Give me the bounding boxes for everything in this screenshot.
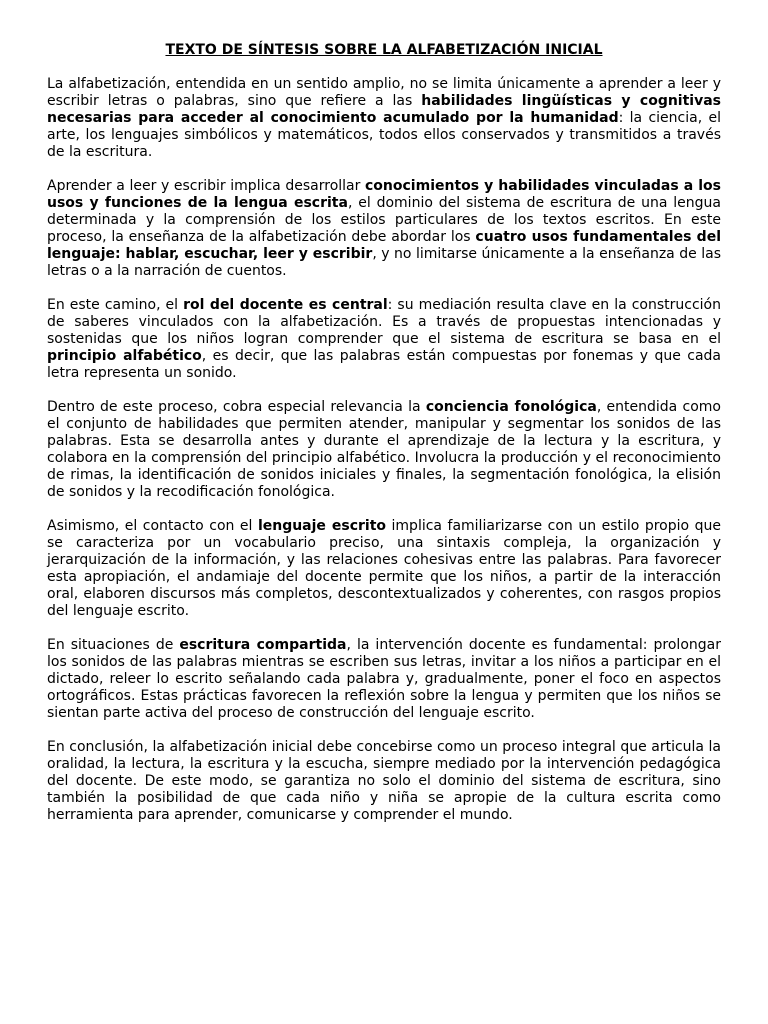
text-segment: , es decir, que las palabras están compuestas por fonemas y que cada letra representa un sonido.: [47, 348, 721, 381]
bold-text: habilidades lingüísticas y cognitivas necesarias para acceder al conocimiento acumulado por la humanidad: [47, 93, 722, 126]
paragraph: [47, 178, 721, 280]
text-segment: implica familiarizarse con un estilo propio que se caracteriza por un vocabulario preciso, una sintaxis compleja, la organización y jerarquización de la información, y las relaciones cohesivas entre las palabras. Para favorecer esta apropiación, el andamiaje del docente permite que los niños, a partir de la interacción oral, elaboren discursos más completos, descontextualizados y coherentes, con rasgos propios del lenguaje escrito.: [47, 518, 721, 619]
text-segment: En este camino, el: [47, 297, 184, 313]
text-segment: Aprender a leer y escribir implica desarrollar: [47, 178, 365, 194]
bold-text: conocimientos y habilidades vinculadas a los usos y funciones de la lengua escrita: [47, 178, 721, 211]
text-segment: Asimismo, el contacto con el: [47, 518, 258, 534]
paragraph: [47, 637, 721, 722]
bold-text: rol del docente es central: [183, 297, 388, 313]
text-segment: Dentro de este proceso, cobra especial relevancia la: [47, 399, 426, 415]
document-title: TEXTO DE SÍNTESIS SOBRE LA ALFABETIZACIÓN INICIAL: [165, 42, 603, 58]
text-segment: , el dominio del sistema de escritura de una lengua determinada y la comprensión de los estilos particulares de los textos escritos. En este proceso, la enseñanza de la alfabetización debe abordar los: [47, 195, 721, 245]
text-segment: , la intervención docente es fundamental: prolongar los sonidos de las palabras mientras se escriben sus letras, invitar a los niños a participar en el dictado, releer lo escrito señalando cada palabra y, gradualmente, poner el foco en aspectos ortográficos. Estas prácticas favorecen la reflexión sobre la lengua y permiten que los niños se sientan parte activa del proceso de construcción del lenguaje escrito.: [47, 637, 721, 721]
text-segment: : la ciencia, el arte, los lenguajes simbólicos y matemáticos, todos ellos conservados y transmitidos a través de la escritura.: [47, 110, 721, 160]
paragraph: [47, 399, 721, 501]
bold-text: conciencia fonológica: [425, 399, 597, 415]
paragraph: [47, 739, 721, 824]
bold-text: principio alfabético: [47, 348, 202, 364]
text-segment: La alfabetización, entendida en un sentido amplio, no se limita únicamente a aprender a leer y escribir letras o palabras, sino que refiere a las: [47, 76, 721, 109]
paragraph: [47, 76, 721, 161]
text-segment: , y no limitarse únicamente a la enseñanza de las letras o a la narración de cuentos.: [47, 246, 721, 279]
paragraph: [47, 297, 721, 382]
bold-text: lenguaje escrito: [257, 518, 387, 534]
document-page: [47, 42, 721, 841]
paragraph: [47, 518, 721, 620]
text-segment: En situaciones de: [47, 637, 180, 653]
document-body: [47, 76, 721, 824]
text-segment: , entendida como el conjunto de habilidades que permiten atender, manipular y segmentar los sonidos de las palabras. Esta se desarrolla antes y durante el aprendizaje de la lectura y la escritura, y colabora en la comprensión del principio alfabético. Involucra la producción y el reconocimiento de rimas, la identificación de sonidos iniciales y finales, la segmentación fonológica, la elisión de sonidos y la recodificación fonológica.: [47, 399, 721, 500]
text-segment: En conclusión, la alfabetización inicial debe concebirse como un proceso integral que articula la oralidad, la lectura, la escritura y la escucha, siempre mediado por la intervención pedagógica del docente. De este modo, se garantiza no solo el dominio del sistema de escritura, sino también la posibilidad de que cada niño y niña se apropie de la cultura escrita como herramienta para aprender, comunicarse y comprender el mundo.: [47, 739, 721, 823]
bold-text: cuatro usos fundamentales del lenguaje: hablar, escuchar, leer y escribir: [47, 229, 721, 262]
bold-text: escritura compartida: [179, 637, 347, 653]
text-segment: : su mediación resulta clave en la construcción de saberes vinculados con la alfabetización. Es a través de propuestas intencionadas y sostenidas que los niños logran comprender que el sistema de escritura se basa en el: [47, 297, 721, 347]
